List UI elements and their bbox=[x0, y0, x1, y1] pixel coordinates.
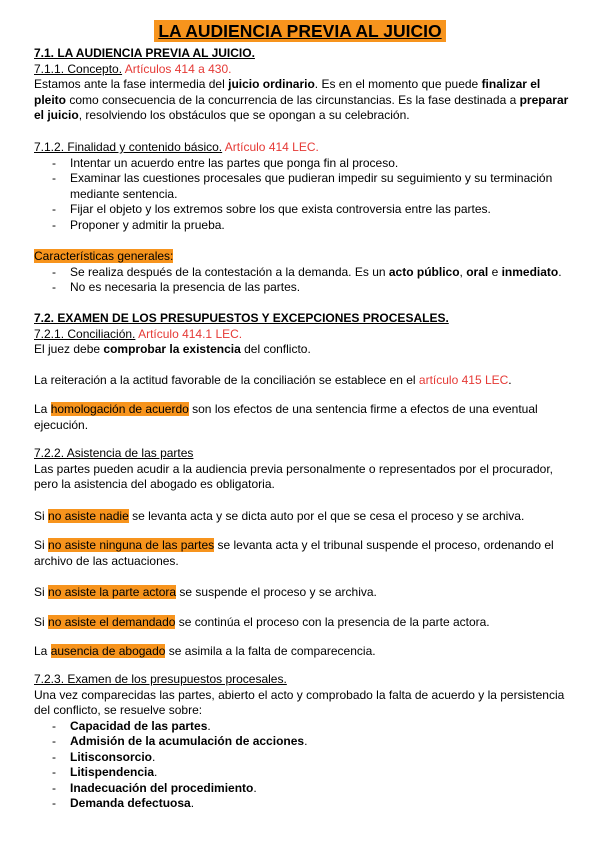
text: se suspende el proceso y se archiva. bbox=[176, 585, 377, 599]
text: El juez debe bbox=[34, 342, 104, 356]
list-item bbox=[34, 781, 574, 797]
highlight: ausencia de abogado bbox=[50, 644, 166, 658]
text: se levanta acta y el tribunal suspende el proceso, ordenando el archivo de las actuaciones. bbox=[34, 538, 554, 568]
finalidad-label: 7.1.2. Finalidad y contenido básico. bbox=[34, 140, 223, 154]
asistencia-block bbox=[34, 446, 574, 493]
list-item bbox=[34, 750, 574, 766]
bold-text: Inadecuación del procedimiento bbox=[70, 780, 254, 795]
document-title: LA AUDIENCIA PREVIA AL JUICIO bbox=[154, 20, 445, 42]
finalidad-ref: Artículo 414 LEC. bbox=[224, 140, 319, 154]
conciliacion-label: 7.2.1. Conciliación. bbox=[34, 326, 136, 341]
caracteristicas-list bbox=[34, 265, 574, 296]
text: Si bbox=[34, 538, 49, 552]
list-item: - Proponer y admitir la prueba. bbox=[34, 218, 574, 234]
case-actora bbox=[34, 585, 574, 601]
text: , resolviendo los obstáculos que se opongan a su celebración. bbox=[78, 108, 410, 122]
bold-text: acto público bbox=[388, 264, 460, 279]
bold-text: preparar el juicio bbox=[34, 92, 569, 122]
concepto-paragraph bbox=[34, 77, 574, 124]
concepto-line bbox=[34, 62, 574, 78]
text: se continúa el proceso con la presencia de la parte actora. bbox=[175, 615, 490, 629]
finalidad-list bbox=[34, 156, 574, 234]
section-7-1 bbox=[34, 46, 574, 124]
case-nadie bbox=[34, 509, 574, 525]
text: La bbox=[34, 402, 51, 416]
bold-text: Demanda defectuosa bbox=[70, 796, 191, 810]
conciliacion-paragraph bbox=[34, 342, 574, 358]
list-item bbox=[34, 719, 574, 735]
concepto-ref: Artículos 414 a 430. bbox=[124, 61, 232, 76]
text: Estamos ante la fase intermedia del bbox=[34, 77, 229, 91]
text: . bbox=[558, 264, 562, 279]
title-wrap bbox=[0, 20, 600, 42]
reiteracion-paragraph bbox=[34, 373, 574, 389]
bold-text: Litispendencia bbox=[70, 765, 155, 779]
finalidad-block bbox=[34, 140, 574, 233]
list-item bbox=[34, 796, 574, 812]
presupuestos-label: 7.2.3. Examen de los presupuestos procesales. bbox=[34, 672, 287, 686]
highlight: no asiste ninguna de las partes bbox=[48, 538, 215, 552]
highlight: no asiste la parte actora bbox=[48, 585, 177, 599]
heading-7-1: 7.1. LA AUDIENCIA PREVIA AL JUICIO. bbox=[34, 46, 255, 60]
highlight: no asiste nadie bbox=[48, 509, 129, 523]
text: . Es en el momento que puede bbox=[314, 77, 482, 91]
list-item: - Fijar el objeto y los extremos sobre los que exista controversia entre las partes. bbox=[34, 202, 574, 218]
bold-text: finalizar el pleito bbox=[34, 77, 541, 107]
text: . bbox=[207, 718, 211, 733]
bold-text: Litisconsorcio bbox=[70, 749, 153, 764]
text: e bbox=[488, 264, 502, 279]
presupuestos-list bbox=[34, 719, 574, 812]
concepto-label: 7.1.1. Concepto. bbox=[34, 61, 123, 76]
text: Si bbox=[34, 585, 49, 599]
conciliacion-ref: Artículo 414.1 LEC. bbox=[138, 326, 243, 341]
presupuestos-block bbox=[34, 672, 574, 812]
highlight: no asiste el demandado bbox=[48, 615, 176, 629]
highlight: homologación de acuerdo bbox=[50, 402, 189, 416]
list-item: - No es necesaria la presencia de las partes. bbox=[34, 280, 574, 296]
case-ninguna bbox=[34, 538, 574, 569]
text: se levanta acta y se dicta auto por el que se cesa el proceso y se archiva. bbox=[128, 509, 525, 523]
text: . bbox=[253, 780, 257, 795]
text: Se realiza después de la contestación a la demanda. Es un bbox=[70, 264, 389, 279]
text: son los efectos de una sentencia firme a efectos de una eventual ejecución. bbox=[34, 402, 538, 432]
finalidad-line bbox=[34, 140, 574, 156]
text: . bbox=[508, 373, 512, 387]
text: . bbox=[152, 749, 156, 764]
list-item bbox=[34, 734, 574, 750]
list-item bbox=[34, 265, 574, 281]
case-demandado bbox=[34, 615, 574, 631]
text: . bbox=[154, 765, 158, 779]
text: Si bbox=[34, 509, 49, 523]
bold-text: comprobar la existencia bbox=[103, 342, 241, 356]
text: , bbox=[459, 264, 467, 279]
section-7-2 bbox=[34, 311, 574, 358]
list-item bbox=[34, 765, 574, 781]
text: La bbox=[34, 644, 51, 658]
text: como consecuencia de la concurrencia de las circunstancias. Es la fase destinada a bbox=[66, 92, 520, 107]
homologacion-paragraph bbox=[34, 402, 574, 433]
article-ref: artículo 415 LEC bbox=[418, 373, 509, 387]
presupuestos-paragraph: Una vez comparecidas las partes, abierto el acto y comprobado la falta de acuerdo y la persistencia del conflicto, se resuelve sobre: bbox=[34, 687, 565, 717]
list-item: - Intentar un acuerdo entre las partes que ponga fin al proceso. bbox=[34, 156, 574, 172]
bold-text: oral bbox=[466, 264, 489, 279]
text: La reiteración a la actitud favorable de la conciliación se establece en el bbox=[34, 373, 419, 387]
conciliacion-line bbox=[34, 327, 574, 343]
asistencia-label: 7.2.2. Asistencia de las partes bbox=[34, 446, 194, 460]
bold-text: Capacidad de las partes bbox=[70, 718, 208, 733]
text: se asimila a la falta de comparecencia. bbox=[165, 644, 376, 658]
text: del conflicto. bbox=[240, 342, 311, 356]
list-item: - Examinar las cuestiones procesales que pudieran impedir su seguimiento y su terminación mediante sentencia. bbox=[34, 171, 574, 202]
text: . bbox=[304, 734, 308, 748]
heading-7-2: 7.2. EXAMEN DE LOS PRESUPUESTOS Y EXCEPCIONES PROCESALES. bbox=[34, 311, 449, 325]
text: Si bbox=[34, 615, 49, 629]
bold-text: juicio ordinario bbox=[228, 77, 315, 91]
asistencia-paragraph: Las partes pueden acudir a la audiencia previa personalmente o representados por el procurador, pero la asistencia del abogado es obligatoria. bbox=[34, 461, 553, 491]
bold-text: inmediato bbox=[501, 264, 559, 279]
caracteristicas-label: Características generales: bbox=[34, 249, 174, 263]
caracteristicas-block bbox=[34, 249, 574, 296]
bold-text: Admisión de la acumulación de acciones bbox=[70, 734, 305, 748]
case-abogado bbox=[34, 644, 574, 660]
text: . bbox=[190, 796, 195, 810]
